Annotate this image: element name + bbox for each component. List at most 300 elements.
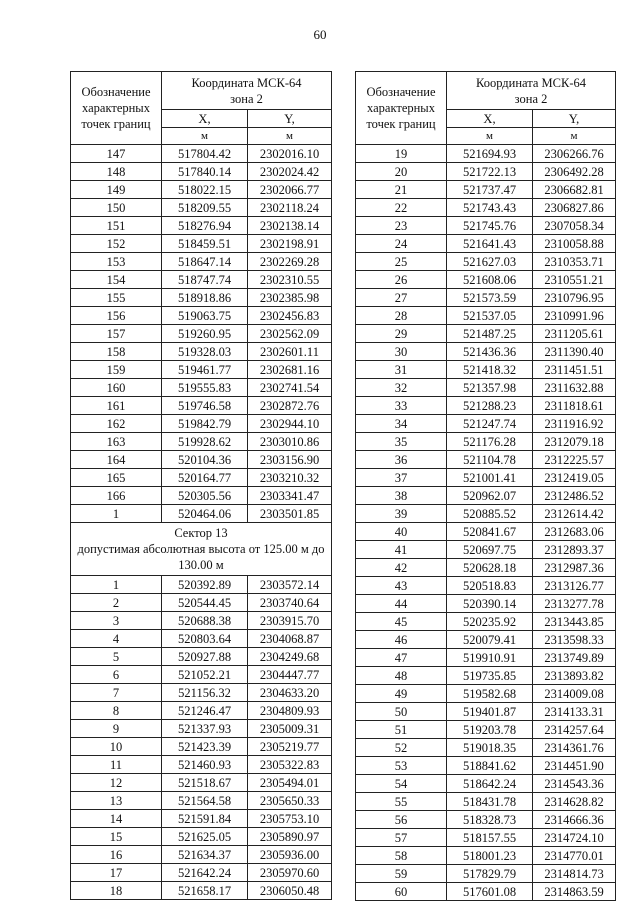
table-row [71,612,332,630]
table-row [356,883,616,901]
x-coordinate-cell: 521573.59 [447,289,533,307]
x-coordinate-cell: 521423.39 [162,738,248,756]
table-row [356,181,616,199]
y-coordinate-cell: 2313126.77 [533,577,616,595]
y-coordinate-cell: 2302562.09 [248,325,332,343]
x-coordinate-cell: 517804.42 [162,145,248,163]
x-header: X, [162,110,248,128]
table-row [356,307,616,325]
point-number-cell: 39 [356,505,447,523]
point-number-cell: 165 [71,469,162,487]
y-coordinate-cell: 2305936.00 [248,846,332,864]
y-coordinate-cell: 2305494.01 [248,774,332,792]
point-number-cell: 31 [356,361,447,379]
point-number-cell: 4 [71,630,162,648]
point-number-cell: 155 [71,289,162,307]
x-coordinate-cell: 518328.73 [447,811,533,829]
table-row [71,882,332,900]
table-row [71,379,332,397]
table-row [71,738,332,756]
table-row [71,343,332,361]
point-number-cell: 30 [356,343,447,361]
table-row [71,307,332,325]
table-row [71,415,332,433]
point-number-cell: 23 [356,217,447,235]
x-coordinate-cell: 520235.92 [447,613,533,631]
table-row [356,829,616,847]
x-coordinate-cell: 519203.78 [447,721,533,739]
table-row [71,289,332,307]
point-number-cell: 38 [356,487,447,505]
y-coordinate-cell: 2314770.01 [533,847,616,865]
y-header: Y, [248,110,332,128]
x-coordinate-cell: 519928.62 [162,433,248,451]
point-number-cell: 22 [356,199,447,217]
y-coordinate-cell: 2302456.83 [248,307,332,325]
point-number-cell: 36 [356,451,447,469]
y-coordinate-cell: 2311916.92 [533,415,616,433]
table-row [71,846,332,864]
x-coordinate-cell: 519461.77 [162,361,248,379]
x-coordinate-cell: 518841.62 [447,757,533,775]
table-row [71,702,332,720]
table-row [356,577,616,595]
x-coordinate-cell: 519842.79 [162,415,248,433]
table-row [356,451,616,469]
point-number-cell: 49 [356,685,447,703]
x-coordinate-cell: 521564.58 [162,792,248,810]
y-coordinate-cell: 2305753.10 [248,810,332,828]
coordinates-table-right [355,71,616,901]
point-number-cell: 26 [356,271,447,289]
x-coordinate-cell: 520305.56 [162,487,248,505]
y-coordinate-cell: 2314133.31 [533,703,616,721]
x-coordinate-cell: 521642.24 [162,864,248,882]
table-row [356,739,616,757]
table-row [356,217,616,235]
y-coordinate-cell: 2302016.10 [248,145,332,163]
table-row [71,756,332,774]
y-coordinate-cell: 2304809.93 [248,702,332,720]
point-number-cell: 15 [71,828,162,846]
table-row [71,253,332,271]
table-row [356,325,616,343]
table-row [71,792,332,810]
y-coordinate-cell: 2312225.57 [533,451,616,469]
point-number-cell: 27 [356,289,447,307]
point-number-cell: 52 [356,739,447,757]
y-coordinate-cell: 2314543.36 [533,775,616,793]
point-number-cell: 162 [71,415,162,433]
x-coordinate-cell: 521460.93 [162,756,248,774]
y-unit: м [248,128,332,145]
x-coordinate-cell: 519328.03 [162,343,248,361]
x-coordinate-cell: 517601.08 [447,883,533,901]
x-coordinate-cell: 521052.21 [162,666,248,684]
point-number-cell: 1 [71,576,162,594]
table-row [71,271,332,289]
x-coordinate-cell: 520544.45 [162,594,248,612]
x-coordinate-cell: 519018.35 [447,739,533,757]
point-number-cell: 8 [71,702,162,720]
point-number-cell: 150 [71,199,162,217]
point-number-cell: 56 [356,811,447,829]
table-row [356,631,616,649]
point-number-cell: 14 [71,810,162,828]
table-row [356,433,616,451]
table-row [71,325,332,343]
x-coordinate-cell: 520392.89 [162,576,248,594]
y-coordinate-cell: 2302066.77 [248,181,332,199]
table-row [71,487,332,505]
y-coordinate-cell: 2311818.61 [533,397,616,415]
x-coordinate-cell: 521176.28 [447,433,533,451]
point-number-cell: 160 [71,379,162,397]
x-coordinate-cell: 520079.41 [447,631,533,649]
table-row [356,865,616,883]
table-row [356,847,616,865]
y-coordinate-cell: 2302601.11 [248,343,332,361]
point-number-cell: 48 [356,667,447,685]
y-coordinate-cell: 2302138.14 [248,217,332,235]
y-coordinate-cell: 2313277.78 [533,595,616,613]
table-row [71,433,332,451]
point-number-cell: 20 [356,163,447,181]
point-number-cell: 53 [356,757,447,775]
table-row [356,469,616,487]
x-coordinate-cell: 521246.47 [162,702,248,720]
table-row [71,163,332,181]
point-number-cell: 157 [71,325,162,343]
y-coordinate-cell: 2305650.33 [248,792,332,810]
y-coordinate-cell: 2304633.20 [248,684,332,702]
x-coordinate-cell: 521737.47 [447,181,533,199]
y-coordinate-cell: 2310796.95 [533,289,616,307]
x-coordinate-cell: 521357.98 [447,379,533,397]
point-number-cell: 45 [356,613,447,631]
point-number-cell: 42 [356,559,447,577]
y-coordinate-cell: 2313598.33 [533,631,616,649]
table-row [71,217,332,235]
x-coordinate-cell: 520697.75 [447,541,533,559]
x-coordinate-cell: 521288.23 [447,397,533,415]
point-number-cell: 24 [356,235,447,253]
point-number-cell: 158 [71,343,162,361]
y-coordinate-cell: 2311451.51 [533,361,616,379]
x-coordinate-cell: 520518.83 [447,577,533,595]
y-coordinate-cell: 2311205.61 [533,325,616,343]
point-number-cell: 43 [356,577,447,595]
point-number-cell: 164 [71,451,162,469]
y-coordinate-cell: 2305322.83 [248,756,332,774]
table-row [356,361,616,379]
table-row [356,667,616,685]
section-subtitle: допустимая абсолютная высота от 125.00 м до 130.00 м [77,542,325,572]
y-coordinate-cell: 2312683.06 [533,523,616,541]
x-unit: м [162,128,248,145]
table-row [356,253,616,271]
point-number-cell: 161 [71,397,162,415]
y-coordinate-cell: 2312987.36 [533,559,616,577]
point-number-cell: 154 [71,271,162,289]
point-number-cell: 60 [356,883,447,901]
point-number-cell: 19 [356,145,447,163]
y-coordinate-cell: 2311632.88 [533,379,616,397]
table-row [71,684,332,702]
y-coordinate-cell: 2314009.08 [533,685,616,703]
x-coordinate-cell: 519746.58 [162,397,248,415]
y-coordinate-cell: 2305219.77 [248,738,332,756]
point-number-cell: 25 [356,253,447,271]
x-coordinate-cell: 521641.43 [447,235,533,253]
point-number-cell: 16 [71,846,162,864]
table-row [71,235,332,253]
table-row [356,775,616,793]
y-coordinate-cell: 2307058.34 [533,217,616,235]
table-row [356,487,616,505]
y-coordinate-cell: 2304447.77 [248,666,332,684]
x-coordinate-cell: 521001.41 [447,469,533,487]
x-coordinate-cell: 521634.37 [162,846,248,864]
y-coordinate-cell: 2302944.10 [248,415,332,433]
x-coordinate-cell: 520628.18 [447,559,533,577]
y-coordinate-cell: 2302118.24 [248,199,332,217]
point-number-cell: 11 [71,756,162,774]
y-coordinate-cell: 2303572.14 [248,576,332,594]
y-coordinate-cell: 2306492.28 [533,163,616,181]
x-coordinate-cell: 518022.15 [162,181,248,199]
y-coordinate-cell: 2303210.32 [248,469,332,487]
y-coordinate-cell: 2313443.85 [533,613,616,631]
table-row [71,199,332,217]
y-coordinate-cell: 2314666.36 [533,811,616,829]
x-coordinate-cell: 518647.14 [162,253,248,271]
x-coordinate-cell: 519735.85 [447,667,533,685]
point-number-cell: 12 [71,774,162,792]
y-coordinate-cell: 2306266.76 [533,145,616,163]
designation-header: Обозначение характерных точек границ [356,72,447,145]
point-number-cell: 47 [356,649,447,667]
y-coordinate-cell: 2302741.54 [248,379,332,397]
y-coordinate-cell: 2310058.88 [533,235,616,253]
point-number-cell: 55 [356,793,447,811]
point-number-cell: 59 [356,865,447,883]
point-number-cell: 159 [71,361,162,379]
point-number-cell: 35 [356,433,447,451]
table-row [71,145,332,163]
table-row [356,649,616,667]
y-coordinate-cell: 2312419.05 [533,469,616,487]
y-coordinate-cell: 2306050.48 [248,882,332,900]
y-coordinate-cell: 2311390.40 [533,343,616,361]
table-row [71,720,332,738]
x-coordinate-cell: 518157.55 [447,829,533,847]
table-row [356,613,616,631]
x-coordinate-cell: 521337.93 [162,720,248,738]
y-coordinate-cell: 2303915.70 [248,612,332,630]
y-coordinate-cell: 2302310.55 [248,271,332,289]
y-coordinate-cell: 2314814.73 [533,865,616,883]
y-coordinate-cell: 2313749.89 [533,649,616,667]
point-number-cell: 3 [71,612,162,630]
section-title: Сектор 13 [174,526,228,540]
point-number-cell: 163 [71,433,162,451]
table-row [71,594,332,612]
point-number-cell: 9 [71,720,162,738]
table-row [356,721,616,739]
x-coordinate-cell: 517840.14 [162,163,248,181]
point-number-cell: 58 [356,847,447,865]
point-number-cell: 18 [71,882,162,900]
x-coordinate-cell: 518209.55 [162,199,248,217]
point-number-cell: 10 [71,738,162,756]
y-coordinate-cell: 2314257.64 [533,721,616,739]
table-row [71,505,332,523]
x-coordinate-cell: 521537.05 [447,307,533,325]
table-row [71,361,332,379]
x-coordinate-cell: 520841.67 [447,523,533,541]
table-row [356,397,616,415]
y-coordinate-cell: 2302269.28 [248,253,332,271]
x-unit: м [447,128,533,145]
point-number-cell: 28 [356,307,447,325]
x-coordinate-cell: 520688.38 [162,612,248,630]
table-row [356,595,616,613]
table-row [71,864,332,882]
table-row [356,757,616,775]
point-number-cell: 34 [356,415,447,433]
x-coordinate-cell: 521745.76 [447,217,533,235]
y-coordinate-cell: 2303501.85 [248,505,332,523]
y-coordinate-cell: 2310551.21 [533,271,616,289]
x-coordinate-cell: 520464.06 [162,505,248,523]
y-coordinate-cell: 2313893.82 [533,667,616,685]
x-coordinate-cell: 521418.32 [447,361,533,379]
x-header: X, [447,110,533,128]
y-coordinate-cell: 2302681.16 [248,361,332,379]
x-coordinate-cell: 521722.13 [447,163,533,181]
y-coordinate-cell: 2302872.76 [248,397,332,415]
table-row [356,379,616,397]
y-coordinate-cell: 2305970.60 [248,864,332,882]
y-coordinate-cell: 2303341.47 [248,487,332,505]
x-coordinate-cell: 519401.87 [447,703,533,721]
x-coordinate-cell: 521694.93 [447,145,533,163]
table-row [356,793,616,811]
point-number-cell: 13 [71,792,162,810]
y-coordinate-cell: 2303740.64 [248,594,332,612]
table-row [356,235,616,253]
y-coordinate-cell: 2306682.81 [533,181,616,199]
table-row [356,343,616,361]
point-number-cell: 41 [356,541,447,559]
designation-header: Обозначение характерных точек границ [71,72,162,145]
y-coordinate-cell: 2306827.86 [533,199,616,217]
y-coordinate-cell: 2314628.82 [533,793,616,811]
table-row [71,451,332,469]
x-coordinate-cell: 519260.95 [162,325,248,343]
table-row [71,576,332,594]
table-row [71,810,332,828]
point-number-cell: 17 [71,864,162,882]
y-coordinate-cell: 2310991.96 [533,307,616,325]
table-row [71,397,332,415]
y-coordinate-cell: 2303156.90 [248,451,332,469]
table-row [356,703,616,721]
point-number-cell: 40 [356,523,447,541]
point-number-cell: 54 [356,775,447,793]
table-row [356,811,616,829]
point-number-cell: 44 [356,595,447,613]
y-coordinate-cell: 2310353.71 [533,253,616,271]
point-number-cell: 151 [71,217,162,235]
y-coordinate-cell: 2314724.10 [533,829,616,847]
table-row [356,559,616,577]
point-number-cell: 2 [71,594,162,612]
table-row [71,774,332,792]
x-coordinate-cell: 520962.07 [447,487,533,505]
point-number-cell: 152 [71,235,162,253]
table-row [356,271,616,289]
x-coordinate-cell: 519910.91 [447,649,533,667]
point-number-cell: 149 [71,181,162,199]
coordinate-header: Координата МСК-64 зона 2 [447,72,616,110]
x-coordinate-cell: 518431.78 [447,793,533,811]
table-row [71,181,332,199]
point-number-cell: 50 [356,703,447,721]
y-coordinate-cell: 2314451.90 [533,757,616,775]
x-coordinate-cell: 521518.67 [162,774,248,792]
point-number-cell: 21 [356,181,447,199]
y-coordinate-cell: 2314361.76 [533,739,616,757]
x-coordinate-cell: 520104.36 [162,451,248,469]
x-coordinate-cell: 521743.43 [447,199,533,217]
y-coordinate-cell: 2314863.59 [533,883,616,901]
point-number-cell: 37 [356,469,447,487]
y-coordinate-cell: 2304249.68 [248,648,332,666]
x-coordinate-cell: 520927.88 [162,648,248,666]
table-row [71,630,332,648]
y-unit: м [533,128,616,145]
table-row [356,505,616,523]
y-coordinate-cell: 2312614.42 [533,505,616,523]
x-coordinate-cell: 521436.36 [447,343,533,361]
table-row [356,541,616,559]
y-coordinate-cell: 2305890.97 [248,828,332,846]
x-coordinate-cell: 520390.14 [447,595,533,613]
y-coordinate-cell: 2302024.42 [248,163,332,181]
x-coordinate-cell: 520885.52 [447,505,533,523]
x-coordinate-cell: 519555.83 [162,379,248,397]
x-coordinate-cell: 520803.64 [162,630,248,648]
coordinates-table-left [70,71,332,900]
x-coordinate-cell: 521627.03 [447,253,533,271]
page-number: 60 [313,27,327,42]
x-coordinate-cell: 521156.32 [162,684,248,702]
x-coordinate-cell: 521658.17 [162,882,248,900]
point-number-cell: 29 [356,325,447,343]
x-coordinate-cell: 519582.68 [447,685,533,703]
table-row [71,828,332,846]
table-row [71,666,332,684]
table-row [356,523,616,541]
x-coordinate-cell: 517829.79 [447,865,533,883]
y-coordinate-cell: 2303010.86 [248,433,332,451]
x-coordinate-cell: 521247.74 [447,415,533,433]
point-number-cell: 57 [356,829,447,847]
point-number-cell: 32 [356,379,447,397]
table-row [356,289,616,307]
